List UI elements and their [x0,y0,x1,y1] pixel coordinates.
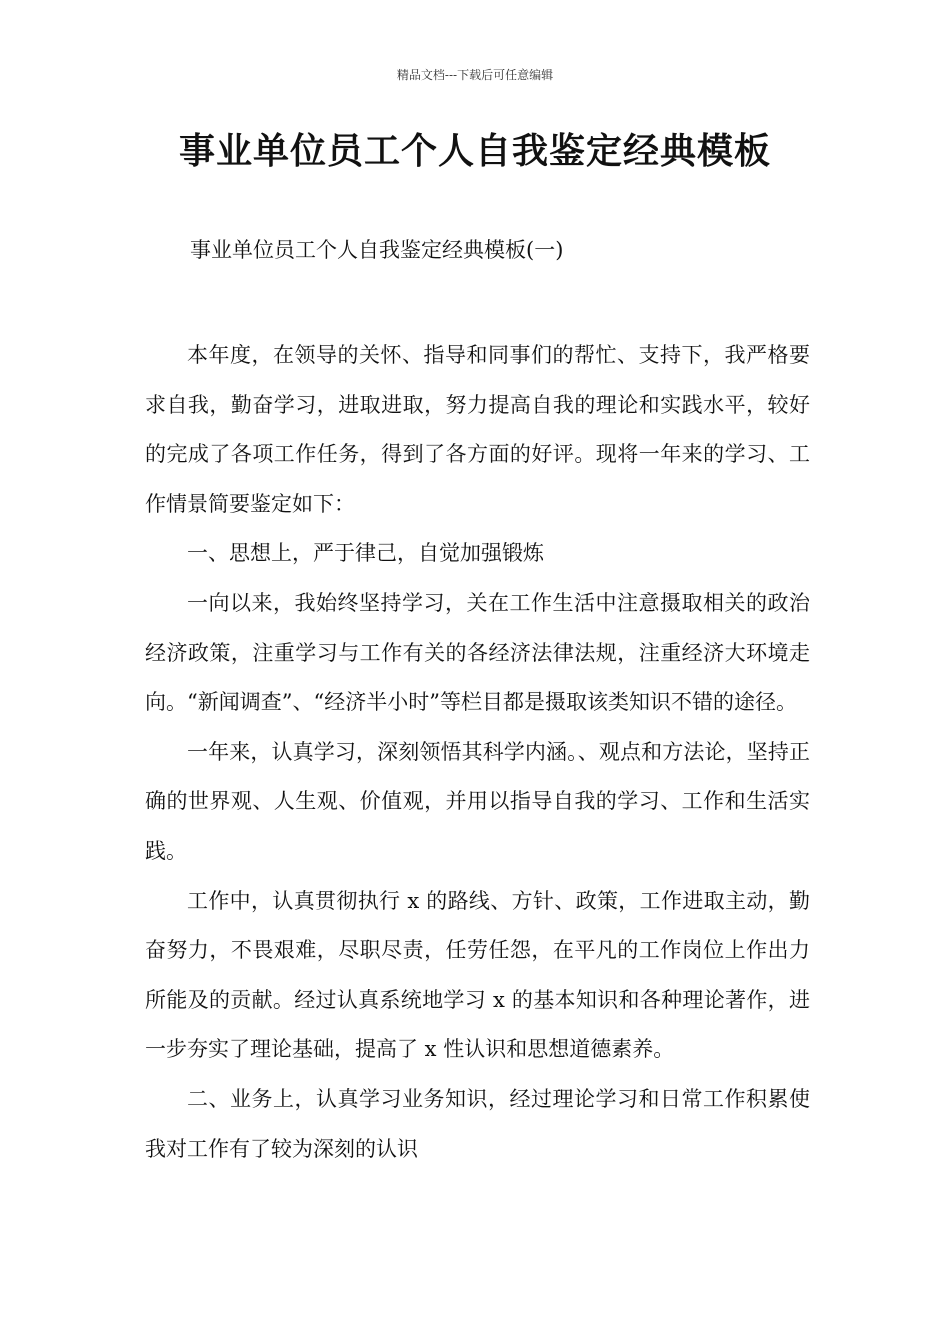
paragraph-worldview: 一年来，认真学习，深刻领悟其科学内涵。、观点和方法论，坚持正确的世界观、人生观、价值观，并用以指导自我的学习、工作和生活实践。 [145,739,810,863]
document-subtitle: 事业单位员工个人自我鉴定经典模板(一) [190,238,564,262]
header-note: 精品文档---下载后可任意编辑 [396,68,554,82]
paragraph-heading-business: 二、业务上，认真学习业务知识，经过理论学习和日常工作积累使我对工作有了较为深刻的认识 [145,1086,810,1161]
paragraph-study: 一向以来，我始终坚持学习，关在工作生活中注意摄取相关的政治经济政策，注重学习与工作有关的各经济法律法规，注重经济大环境走向。“新闻调查”、“经济半小时”等栏目都是摄取该类知识不错的途径。 [145,590,810,715]
paragraph-heading-ideology: 一、思想上，严于律己，自觉加强锻炼 [187,541,544,566]
document-title: 事业单位员工个人自我鉴定经典模板 [178,131,771,172]
paragraph-intro: 本年度，在领导的关怀、指导和同事们的帮忙、支持下，我严格要求自我，勤奋学习，进取进取，努力提高自我的理论和实践水平，较好的完成了各项工作任务，得到了各方面的好评。现将一年来的学习、工作情景简要鉴定如下： [145,343,810,516]
paragraph-work: 工作中，认真贯彻执行 x 的路线、方针、政策，工作进取主动，勤奋努力，不畏艰难，尽职尽责，任劳任怨，在平凡的工作岗位上作出力所能及的贡献。经过认真系统地学习 x 的基本知识和各种理论著作，进一步夯实了理论基础，提高了 x 性认识和思想道德素养。 [145,888,810,1062]
document-body [145,331,810,1174]
